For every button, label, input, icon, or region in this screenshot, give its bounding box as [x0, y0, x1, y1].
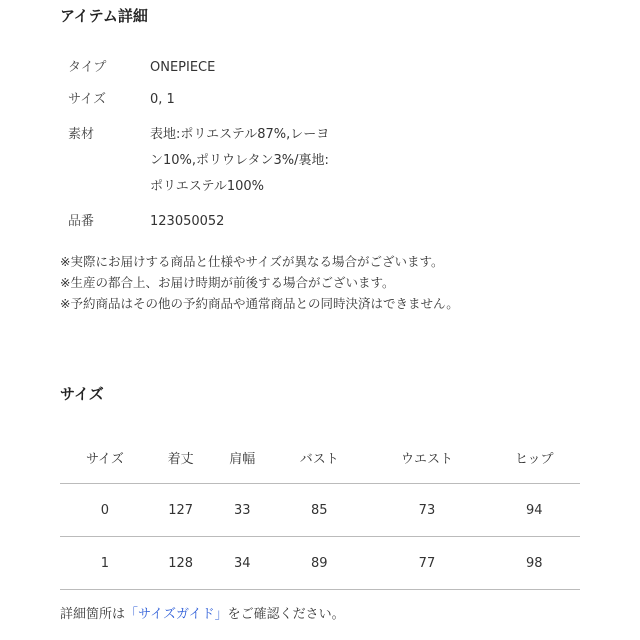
size-guide-link[interactable]: 「サイズガイド」: [125, 607, 228, 622]
size-table-header-row: [60, 431, 580, 484]
table-cell: 34: [211, 537, 273, 590]
table-cell: 89: [273, 537, 365, 590]
note-item: ※予約商品はその他の予約商品や通常商品との同時決済はできません。: [60, 296, 459, 311]
table-row: [60, 484, 580, 537]
size-table-header: 肩幅: [211, 431, 273, 484]
table-cell: 73: [365, 484, 488, 537]
item-details-title: アイテム詳細: [60, 7, 148, 25]
material-line: ン10%,ポリウレタン3%/裏地:: [150, 153, 329, 168]
type-value: ONEPIECE: [150, 60, 216, 75]
table-cell: 127: [150, 484, 212, 537]
note-item: ※生産の都合上、お届け時期が前後する場合がございます。: [60, 275, 395, 290]
table-cell: 85: [273, 484, 365, 537]
size-table-header: ヒップ: [489, 431, 580, 484]
table-cell: 98: [489, 537, 580, 590]
size-value: 0, 1: [150, 92, 175, 107]
size-table-header: サイズ: [60, 431, 150, 484]
material-label: 素材: [68, 127, 95, 142]
footer-prefix: 詳細箇所は: [60, 607, 126, 622]
type-label: タイプ: [68, 60, 107, 75]
note-item: ※実際にお届けする商品と仕様やサイズが異なる場合がございます。: [60, 254, 444, 269]
footer-note: [60, 605, 345, 625]
table-cell: 1: [60, 537, 150, 590]
size-table-header: バスト: [273, 431, 365, 484]
table-cell: 128: [150, 537, 212, 590]
material-value: [150, 122, 370, 200]
table-cell: 94: [489, 484, 580, 537]
size-section-title: サイズ: [60, 385, 104, 403]
material-line: ポリエステル100%: [150, 179, 264, 194]
size-label: サイズ: [68, 92, 106, 107]
material-line: 表地:ポリエステル87%,レーヨ: [150, 127, 330, 142]
product-number-value: 123050052: [150, 214, 225, 229]
table-cell: 33: [211, 484, 273, 537]
table-cell: 77: [365, 537, 488, 590]
table-row: [60, 537, 580, 590]
notes: [60, 251, 620, 314]
size-table-header: 着丈: [150, 431, 212, 484]
table-cell: 0: [60, 484, 150, 537]
product-number-label: 品番: [68, 214, 95, 229]
size-table: [60, 431, 580, 590]
footer-suffix: をご確認ください。: [227, 607, 345, 622]
size-table-header: ウエスト: [365, 431, 488, 484]
